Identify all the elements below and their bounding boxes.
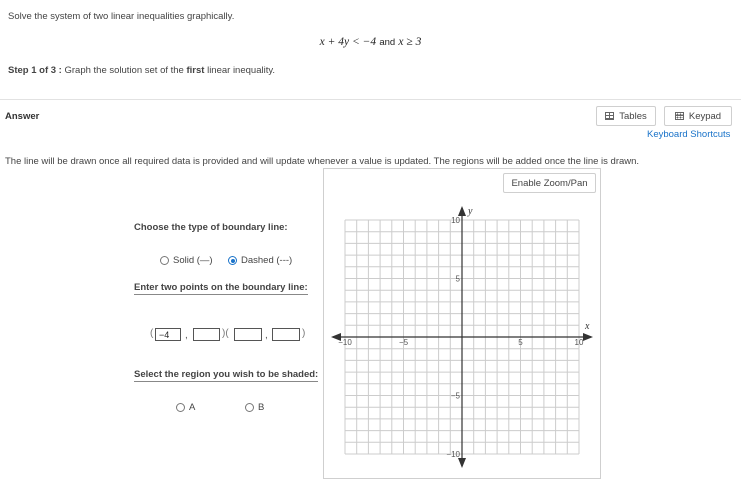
dashed-radio[interactable] bbox=[228, 256, 237, 265]
keypad-icon bbox=[675, 112, 684, 120]
solid-line-option[interactable] bbox=[160, 255, 213, 266]
step-bold-word: first bbox=[186, 65, 205, 76]
point2-x-input[interactable] bbox=[234, 328, 262, 341]
boundary-type-label: Choose the type of boundary line: bbox=[134, 222, 288, 233]
point1-x-input[interactable] bbox=[155, 328, 181, 341]
y-axis-up-arrow-icon bbox=[458, 206, 466, 216]
coordinate-plane[interactable] bbox=[323, 196, 601, 479]
x-axis-name: x bbox=[585, 321, 590, 332]
table-icon bbox=[605, 112, 614, 120]
keypad-button-label: Keypad bbox=[688, 110, 722, 122]
x-tick-label: 10 bbox=[574, 338, 584, 347]
region-b-label: B bbox=[258, 402, 265, 413]
region-label: Select the region you wish to be shaded: bbox=[134, 369, 319, 380]
open-paren-1: ( bbox=[150, 328, 154, 339]
keyboard-shortcuts-link[interactable]: Keyboard Shortcuts bbox=[647, 129, 731, 140]
y-axis-down-arrow-icon bbox=[458, 458, 466, 468]
x-axis-right-arrow-icon bbox=[583, 333, 593, 341]
comma-1: , bbox=[185, 330, 188, 341]
question-prompt: Solve the system of two linear inequalities graphically. bbox=[8, 11, 235, 22]
dashed-line-option[interactable] bbox=[228, 255, 292, 266]
inequality-2: x ≥ 3 bbox=[398, 36, 422, 48]
dashed-label: Dashed (---) bbox=[241, 255, 293, 266]
step-text-2: linear inequality. bbox=[204, 65, 276, 76]
answer-label: Answer bbox=[5, 111, 40, 122]
region-b-radio[interactable] bbox=[245, 403, 254, 412]
solid-label: Solid (—) bbox=[173, 255, 213, 266]
point2-y-input[interactable] bbox=[272, 328, 300, 341]
section-divider bbox=[0, 99, 741, 100]
and-text: and bbox=[379, 37, 396, 48]
inequality-1: x + 4y < −4 bbox=[319, 36, 377, 48]
close-open-paren: )( bbox=[222, 328, 229, 339]
y-tick-label: 5 bbox=[455, 274, 460, 284]
point1-y-input[interactable] bbox=[193, 328, 220, 341]
info-text: The line will be drawn once all required data is provided and will update whenever a value is updated. The regions will be added once the line is drawn. bbox=[5, 156, 640, 167]
step-text-1: Graph the solution set of the bbox=[61, 65, 187, 76]
x-tick-label: −10 bbox=[338, 338, 352, 347]
comma-2: , bbox=[265, 330, 268, 341]
x-tick-label: −5 bbox=[398, 338, 409, 347]
x-tick-label: 5 bbox=[518, 338, 523, 347]
step-instruction bbox=[8, 65, 275, 76]
axes bbox=[331, 206, 593, 468]
points-label: Enter two points on the boundary line: bbox=[134, 282, 308, 293]
region-a-radio[interactable] bbox=[176, 403, 185, 412]
close-paren-2: ) bbox=[302, 328, 306, 339]
tick-labels bbox=[338, 206, 590, 459]
region-a-label: A bbox=[189, 402, 196, 413]
enable-zoom-pan-button[interactable]: Enable Zoom/Pan bbox=[503, 173, 596, 193]
keypad-button[interactable] bbox=[664, 106, 732, 126]
step-number: Step 1 of 3 : bbox=[8, 65, 62, 76]
tables-button-label: Tables bbox=[619, 110, 647, 122]
tables-button[interactable] bbox=[596, 106, 656, 126]
y-tick-label: −10 bbox=[446, 450, 460, 459]
y-axis-name: y bbox=[468, 206, 473, 217]
region-a-option[interactable] bbox=[176, 402, 195, 413]
solid-radio[interactable] bbox=[160, 256, 169, 265]
inequality-system bbox=[0, 36, 741, 48]
y-tick-label: −5 bbox=[450, 391, 460, 401]
region-b-option[interactable] bbox=[245, 402, 264, 413]
y-tick-label: 10 bbox=[451, 216, 460, 225]
